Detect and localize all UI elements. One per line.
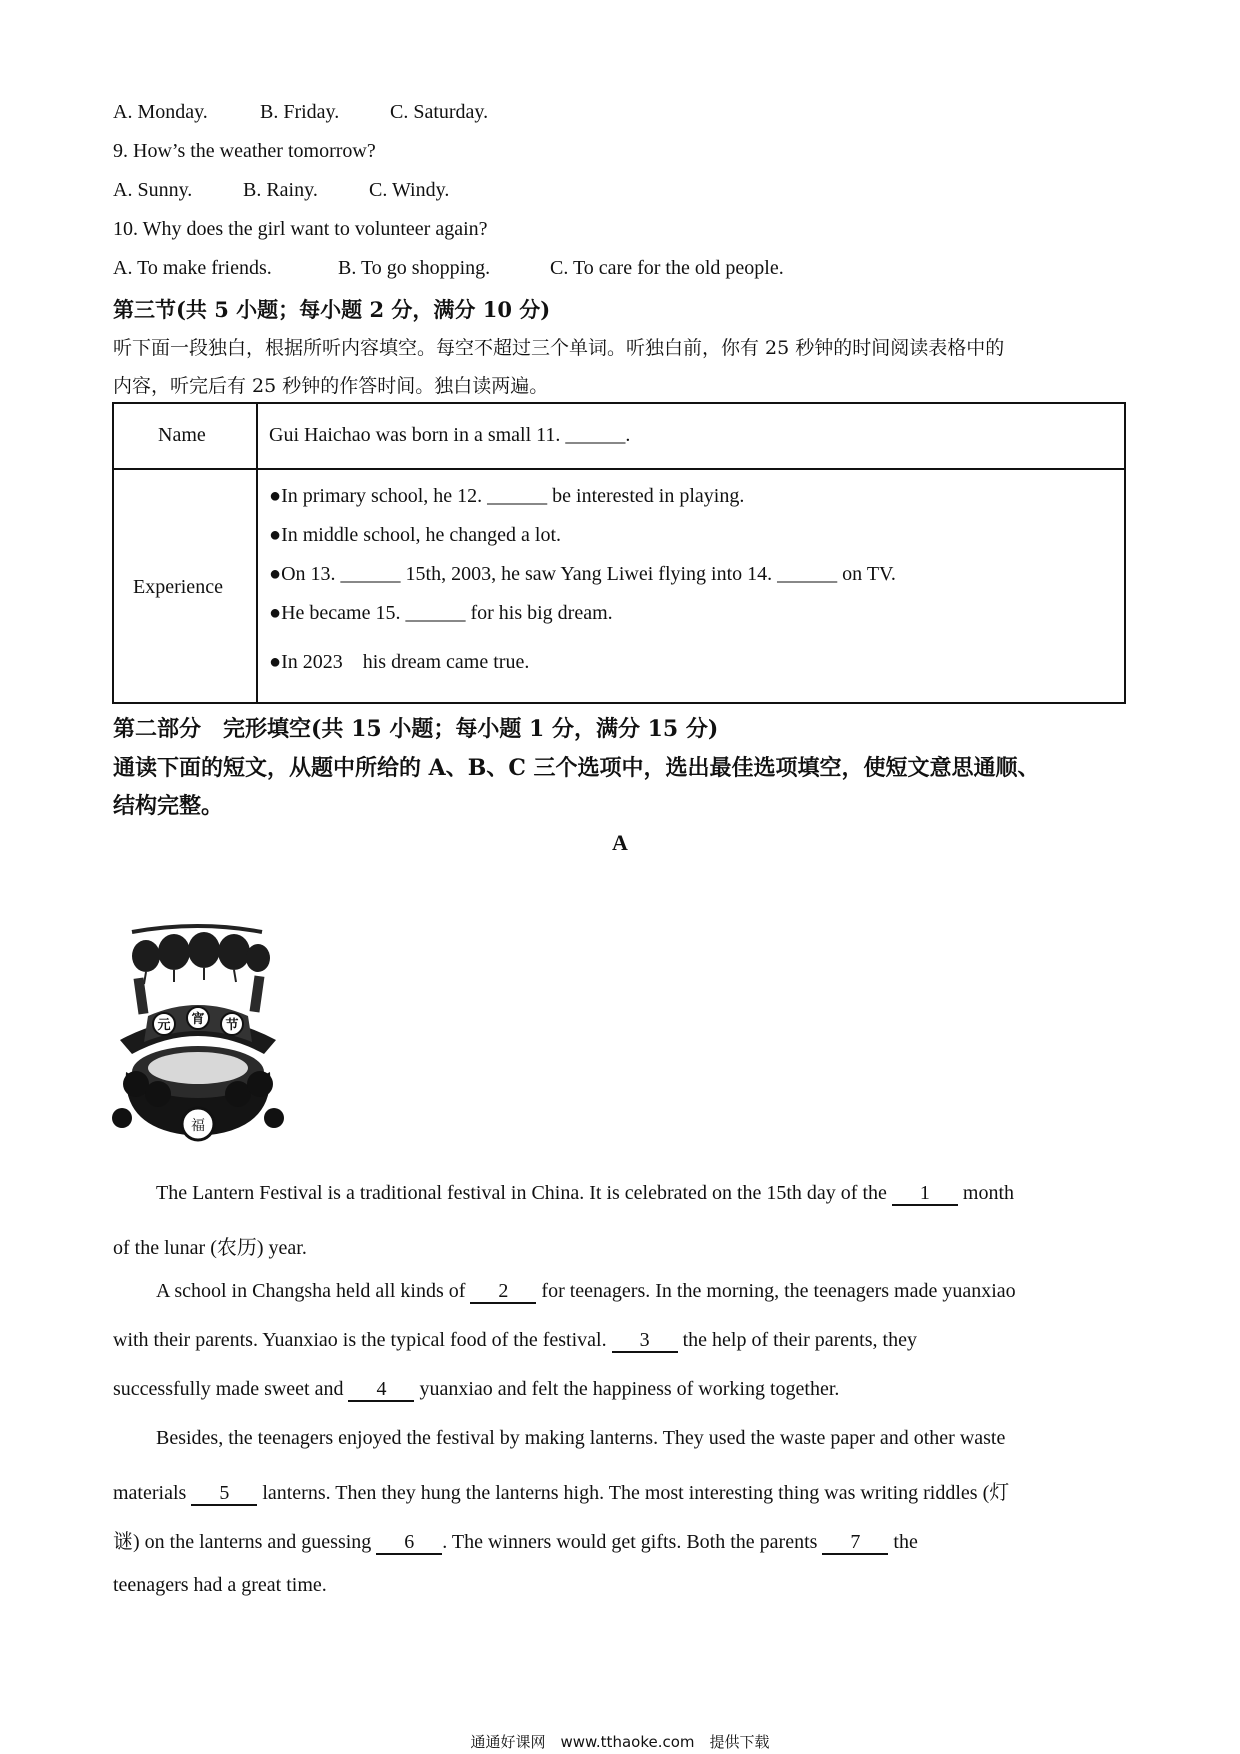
passage-line xyxy=(113,1525,1123,1555)
passage-text: materials xyxy=(113,1482,192,1504)
passage-text: yuanxiao and felt the happiness of working together. xyxy=(414,1378,840,1400)
blank-6: 6 xyxy=(376,1531,442,1555)
q8-option-c: C. Saturday. xyxy=(390,101,489,123)
part2-heading: 第二部分 完形填空(共 15 小题；每小题 1 分，满分 15 分) xyxy=(113,716,719,742)
q10-option-a: A. To make friends. xyxy=(113,257,272,279)
lantern-festival-image xyxy=(112,922,284,1147)
section3-instruction-1: 听下面一段独白，根据所听内容填空。每空不超过三个单词。听独白前，你有 25 秒钟的时间阅读表格中的 xyxy=(113,337,1005,359)
footer-watermark: 通通好课网 www.tthaoke.com 提供下载 xyxy=(470,1733,770,1751)
blank-1: 1 xyxy=(892,1182,958,1206)
experience-item: ●In 2023 his dream came true. xyxy=(269,651,530,673)
question-10: 10. Why does the girl want to volunteer again? xyxy=(113,218,488,240)
passage-text: for teenagers. In the morning, the teenagers made yuanxiao xyxy=(536,1280,1016,1302)
passage-text: . The winners would get gifts. Both the parents xyxy=(442,1531,823,1553)
table-experience-label: Experience xyxy=(133,576,223,598)
blank-2: 2 xyxy=(470,1280,536,1304)
passage-label: A xyxy=(612,830,628,855)
info-table xyxy=(112,402,1126,704)
blank-3: 3 xyxy=(612,1329,678,1353)
passage-text: lanterns. Then they hung the lanterns high. The most interesting thing was writing riddles (灯 xyxy=(257,1482,1010,1504)
passage-text: with their parents. Yuanxiao is the typical food of the festival. xyxy=(113,1329,612,1351)
passage-line xyxy=(113,1378,1123,1402)
blank-5: 5 xyxy=(191,1482,257,1506)
q8-option-b: B. Friday. xyxy=(260,101,340,123)
q9-option-a: A. Sunny. xyxy=(113,179,193,201)
passage-line xyxy=(156,1182,1126,1206)
image-char-xiao: 宵 xyxy=(191,1012,205,1027)
section3-heading: 第三节(共 5 小题；每小题 2 分，满分 10 分) xyxy=(113,297,551,322)
table-name-value: Gui Haichao was born in a small 11. ______. xyxy=(269,424,631,446)
part2-instruction-1: 通读下面的短文，从题中所给的 A、B、C 三个选项中，选出最佳选项填空，使短文意思通顺、 xyxy=(113,755,1040,781)
passage-line: of the lunar (农历) year. xyxy=(113,1237,307,1259)
section3-instruction-2: 内容，听完后有 25 秒钟的作答时间。独白读两遍。 xyxy=(113,375,549,397)
passage-text: A school in Changsha held all kinds of xyxy=(156,1280,471,1302)
passage-line xyxy=(113,1476,1123,1506)
passage-text: 谜) on the lanterns and guessing xyxy=(113,1531,377,1553)
q9-option-b: B. Rainy. xyxy=(243,179,318,201)
passage-line: teenagers had a great time. xyxy=(113,1574,327,1596)
part2-instruction-2: 结构完整。 xyxy=(113,793,224,819)
passage-line: Besides, the teenagers enjoyed the festival by making lanterns. They used the waste paper and other waste xyxy=(156,1427,1006,1449)
passage-line xyxy=(113,1329,1123,1353)
image-char-yuan: 元 xyxy=(157,1018,171,1033)
experience-item: ●He became 15. ______ for his big dream. xyxy=(269,602,613,624)
passage-text: the help of their parents, they xyxy=(677,1329,917,1351)
q10-option-c: C. To care for the old people. xyxy=(550,257,784,279)
experience-item: ●In primary school, he 12. ______ be interested in playing. xyxy=(269,485,745,507)
experience-item: ●On 13. ______ 15th, 2003, he saw Yang Liwei flying into 14. ______ on TV. xyxy=(269,563,896,585)
table-row-divider xyxy=(114,468,1124,470)
image-char-jie: 节 xyxy=(225,1018,239,1033)
passage-text: The Lantern Festival is a traditional festival in China. It is celebrated on the 15th day of the xyxy=(156,1182,892,1204)
passage-text: the xyxy=(888,1531,918,1553)
table-column-divider xyxy=(256,404,258,702)
q8-option-a: A. Monday. xyxy=(113,101,208,123)
passage-text: successfully made sweet and xyxy=(113,1378,349,1400)
passage-line xyxy=(156,1280,1126,1304)
blank-4: 4 xyxy=(348,1378,414,1402)
question-9: 9. How’s the weather tomorrow? xyxy=(113,140,376,162)
table-name-label: Name xyxy=(158,424,206,446)
blank-7: 7 xyxy=(822,1531,888,1555)
q9-option-c: C. Windy. xyxy=(369,179,450,201)
experience-item: ●In middle school, he changed a lot. xyxy=(269,524,562,546)
image-char-fu: 福 xyxy=(191,1118,205,1134)
passage-text: month xyxy=(957,1182,1015,1204)
q10-option-b: B. To go shopping. xyxy=(338,257,491,279)
